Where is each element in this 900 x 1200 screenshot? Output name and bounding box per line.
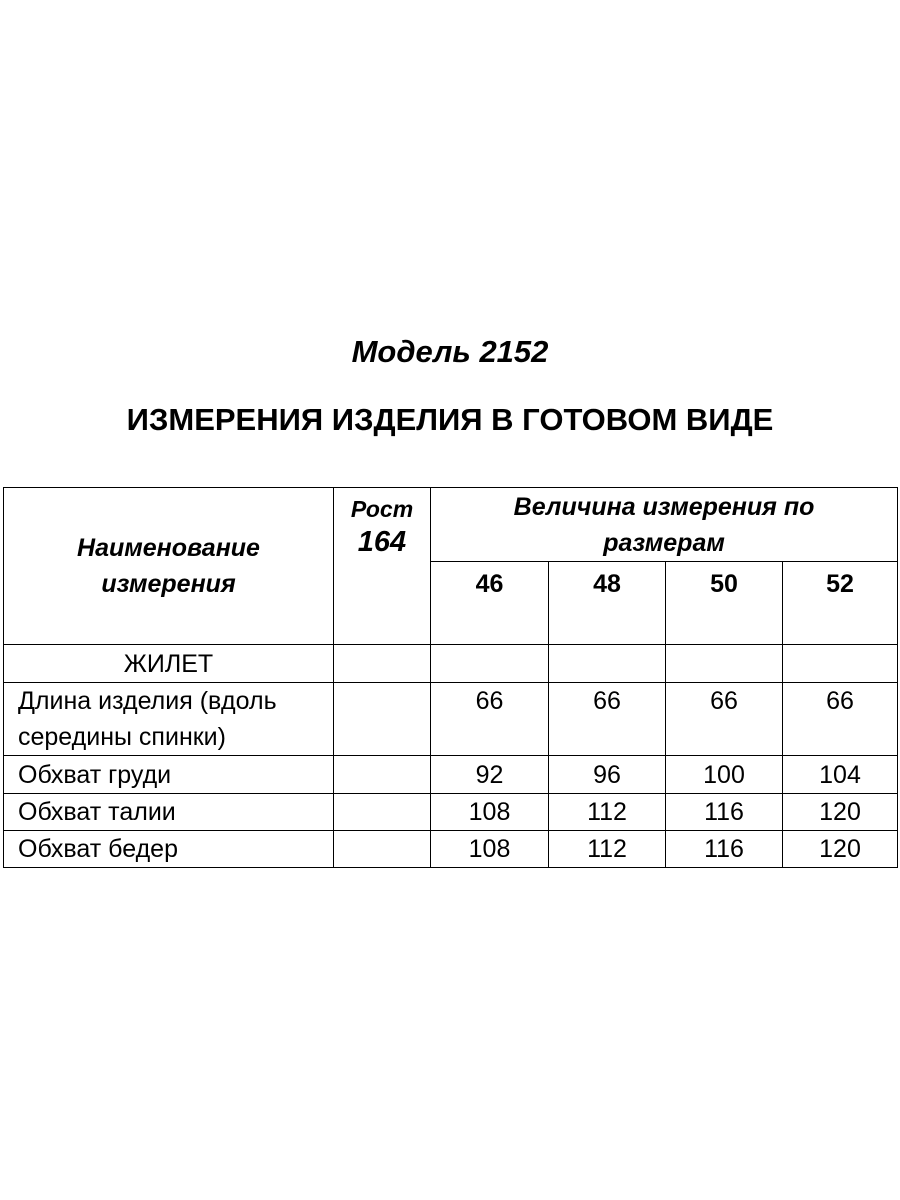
row-height-value — [334, 756, 431, 794]
row-height-value — [334, 683, 431, 756]
header-size-48: 48 — [549, 562, 666, 645]
header-size-group: Величина измерения по размерам — [431, 488, 898, 562]
row-value-46: 108 — [431, 794, 549, 831]
row-label: Обхват бедер — [4, 831, 334, 868]
table-cell — [431, 645, 549, 683]
header-measurement-name: Наименование измерения — [4, 488, 334, 645]
table-row — [4, 794, 898, 831]
header-size-52: 52 — [783, 562, 898, 645]
row-value-50: 66 — [666, 683, 783, 756]
row-value-52: 120 — [783, 831, 898, 868]
row-value-50: 116 — [666, 794, 783, 831]
row-value-48: 66 — [549, 683, 666, 756]
table-row — [4, 756, 898, 794]
header-size-46: 46 — [431, 562, 549, 645]
row-value-48: 112 — [549, 794, 666, 831]
row-label: Обхват талии — [4, 794, 334, 831]
row-value-52: 66 — [783, 683, 898, 756]
measurements-table — [3, 487, 898, 868]
table-cell — [549, 645, 666, 683]
section-label: ЖИЛЕТ — [4, 645, 334, 683]
header-size-50: 50 — [666, 562, 783, 645]
header-height-label: Рост — [350, 496, 414, 522]
row-value-52: 120 — [783, 794, 898, 831]
row-label: Длина изделия (вдоль середины спинки) — [4, 683, 334, 756]
row-height-value — [334, 831, 431, 868]
row-value-48: 96 — [549, 756, 666, 794]
table-cell — [783, 645, 898, 683]
row-value-52: 104 — [783, 756, 898, 794]
header-height-value: 164 — [357, 526, 407, 558]
row-value-46: 66 — [431, 683, 549, 756]
table-cell — [334, 645, 431, 683]
table-row — [4, 683, 898, 756]
table-cell — [666, 645, 783, 683]
row-height-value — [334, 794, 431, 831]
section-row — [4, 645, 898, 683]
row-label: Обхват груди — [4, 756, 334, 794]
row-value-46: 108 — [431, 831, 549, 868]
model-title: Модель 2152 — [351, 334, 549, 369]
header-row-top — [4, 488, 898, 562]
row-value-48: 112 — [549, 831, 666, 868]
row-value-50: 116 — [666, 831, 783, 868]
header-height — [334, 488, 431, 645]
table-row — [4, 831, 898, 868]
page-title: ИЗМЕРЕНИЯ ИЗДЕЛИЯ В ГОТОВОМ ВИДЕ — [126, 402, 774, 437]
row-value-50: 100 — [666, 756, 783, 794]
row-value-46: 92 — [431, 756, 549, 794]
